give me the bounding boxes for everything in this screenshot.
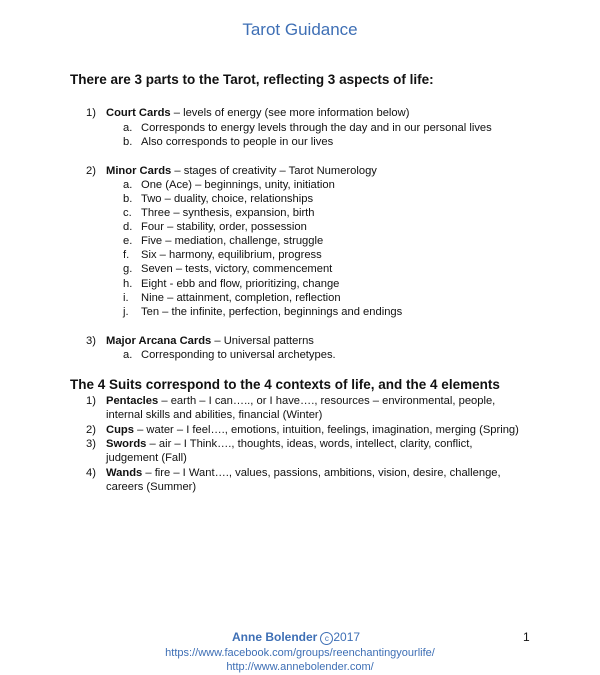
- author-name: Anne Bolender: [232, 630, 318, 644]
- list-number: 2): [86, 165, 96, 177]
- suit-name: Wands: [106, 467, 143, 479]
- sub-list-item: [123, 262, 332, 276]
- copyright-icon: c: [320, 632, 333, 645]
- sub-letter: h.: [123, 278, 133, 290]
- sub-letter: a.: [123, 122, 133, 134]
- sub-text: Two – duality, choice, relationships: [141, 193, 314, 205]
- footer-signature: [232, 630, 360, 645]
- sub-text: Ten – the infinite, perfection, beginnings and endings: [141, 306, 403, 318]
- suit-description: – air – I Think…., thoughts, ideas, words, intellect, clarity, conflict, judgement (Fall): [106, 438, 473, 464]
- sub-letter: f.: [123, 249, 130, 261]
- suit-item: [86, 466, 526, 494]
- website-link[interactable]: http://www.annebolender.com/: [226, 661, 374, 673]
- sub-letter: a.: [123, 349, 133, 361]
- page-number: 1: [523, 630, 530, 644]
- sub-list-item: [123, 234, 323, 248]
- sub-list-item: [123, 248, 322, 262]
- sub-text: Also corresponds to people in our lives: [141, 136, 334, 148]
- list-number: 2): [86, 424, 96, 436]
- item-description: – levels of energy (see more information below): [170, 107, 410, 119]
- suit-item: [86, 437, 526, 465]
- copyright-year: 2017: [333, 630, 361, 644]
- list-number: 1): [86, 107, 96, 119]
- sub-text: Corresponding to universal archetypes.: [141, 349, 336, 361]
- sub-letter: i.: [123, 292, 129, 304]
- sub-letter: b.: [123, 136, 133, 148]
- document-title: Tarot Guidance: [242, 20, 358, 39]
- facebook-link[interactable]: https://www.facebook.com/groups/reenchantingyourlife/: [165, 647, 435, 659]
- sub-text: Four – stability, order, possession: [141, 221, 307, 233]
- list-number: 3): [86, 438, 96, 450]
- item-description: – stages of creativity – Tarot Numerology: [171, 165, 377, 177]
- suit-description: – earth – I can….., or I have…., resources – environmental, people, internal skills and abilities, financial (Winter): [106, 395, 496, 421]
- suit-item: [86, 394, 526, 422]
- sub-list-item: [123, 291, 341, 305]
- sub-letter: j.: [123, 306, 129, 318]
- sub-text: Corresponds to energy levels through the day and in our personal lives: [141, 122, 492, 134]
- section-heading-suits: The 4 Suits correspond to the 4 contexts of life, and the 4 elements: [70, 377, 500, 392]
- item-name: Major Arcana Cards: [106, 335, 212, 347]
- sub-list-item: [123, 135, 333, 149]
- suit-name: Cups: [106, 424, 134, 436]
- item-description: – Universal patterns: [211, 335, 314, 347]
- suit-description: – fire – I Want…., values, passions, ambitions, vision, desire, challenge, careers (Summer): [106, 467, 501, 493]
- section-heading-parts: There are 3 parts to the Tarot, reflecting 3 aspects of life:: [70, 72, 434, 87]
- sub-letter: g.: [123, 263, 133, 275]
- sub-text: Nine – attainment, completion, reflection: [141, 292, 341, 304]
- sub-list-item: [123, 121, 492, 135]
- sub-letter: e.: [123, 235, 133, 247]
- sub-letter: a.: [123, 179, 133, 191]
- list-number: 4): [86, 467, 96, 479]
- sub-list-item: [123, 178, 335, 192]
- sub-text: One (Ace) – beginnings, unity, initiation: [141, 179, 335, 191]
- suit-description: – water – I feel…., emotions, intuition, feelings, imagination, merging (Spring): [133, 424, 519, 436]
- item-name: Minor Cards: [106, 165, 172, 177]
- list-number: 1): [86, 395, 96, 407]
- sub-letter: b.: [123, 193, 133, 205]
- sub-list-item: [123, 206, 315, 220]
- sub-list-item: [123, 305, 402, 319]
- sub-list-item: [123, 220, 307, 234]
- suit-name: Pentacles: [106, 395, 159, 407]
- sub-list-item: [123, 192, 313, 206]
- sub-text: Six – harmony, equilibrium, progress: [141, 249, 322, 261]
- suit-name: Swords: [106, 438, 147, 450]
- sub-text: Three – synthesis, expansion, birth: [141, 207, 315, 219]
- sub-letter: d.: [123, 221, 133, 233]
- sub-text: Seven – tests, victory, commencement: [141, 263, 333, 275]
- list-number: 3): [86, 335, 96, 347]
- sub-letter: c.: [123, 207, 132, 219]
- list-item: [86, 334, 314, 348]
- suit-item: [86, 423, 526, 437]
- sub-list-item: [123, 348, 336, 362]
- sub-list-item: [123, 277, 339, 291]
- list-item: [86, 164, 377, 178]
- list-item: [86, 106, 409, 120]
- sub-text: Five – mediation, challenge, struggle: [141, 235, 324, 247]
- item-name: Court Cards: [106, 107, 171, 119]
- sub-text: Eight - ebb and flow, prioritizing, change: [141, 278, 340, 290]
